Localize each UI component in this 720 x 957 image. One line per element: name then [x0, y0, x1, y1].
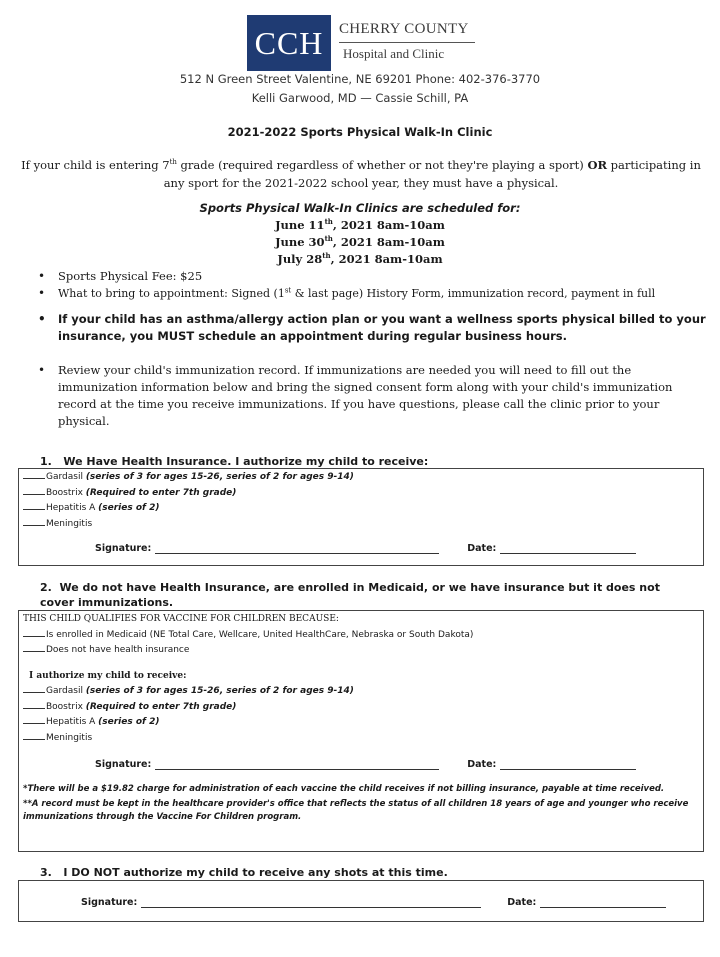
- reason-option[interactable]: Does not have health insurance: [23, 642, 473, 658]
- section-2-box: [18, 610, 704, 852]
- schedule-date: June 11th, 2021 8am-10am: [275, 217, 445, 232]
- section-2-heading: 2. We do not have Health Insurance, are enrolled in Medicaid, or we have insurance but it does not cover immunizations.: [40, 581, 660, 609]
- doctors: Kelli Garwood, MD — Cassie Schill, PA: [251, 91, 469, 105]
- schedule-date: June 30th, 2021 8am-10am: [275, 234, 445, 249]
- signature-field[interactable]: [155, 543, 439, 554]
- schedule-heading: Sports Physical Walk-In Clinics are scheduled for:: [199, 201, 521, 215]
- footnote-charge: *There will be a $19.82 charge for administration of each vaccine the child receives if not billing insurance, payable at time received.: [23, 784, 665, 794]
- bullet-asthma: • If your child has an asthma/allergy action plan or you want a wellness sports physical billed to your insurance, you MUST schedule an appointment during regular business hours.: [38, 312, 706, 343]
- vaccine-option[interactable]: Boostrix (Required to enter 7th grade): [23, 485, 354, 501]
- qualifies-heading: THIS CHILD QUALIFIES FOR VACCINE FOR CHILDREN BECAUSE:: [23, 614, 339, 624]
- date-field[interactable]: [540, 897, 666, 908]
- section-3-heading: 3. I DO NOT authorize my child to receive any shots at this time.: [40, 866, 448, 879]
- signature-field[interactable]: [141, 897, 481, 908]
- schedule-date: July 28th, 2021 8am-10am: [277, 251, 443, 266]
- vaccine-option[interactable]: Boostrix (Required to enter 7th grade): [23, 699, 473, 715]
- intro-text-3: participating in any sport for the 2021-2022 school year, they must have a physical.: [163, 158, 701, 190]
- signature-field[interactable]: [155, 759, 439, 770]
- address: 512 N Green Street Valentine, NE 69201 Phone: 402-376-3770: [179, 72, 541, 86]
- section-1-heading: 1. We Have Health Insurance. I authorize my child to receive:: [40, 455, 429, 468]
- intro-text-2: grade (required regardless of whether or not they're playing a sport): [176, 158, 588, 172]
- intro-text-1: If your child is entering 7: [21, 158, 170, 172]
- signature-row: Signature: Date:: [81, 897, 666, 908]
- logo-name: CHERRY COUNTY: [339, 21, 469, 37]
- vaccine-option[interactable]: Hepatitis A (series of 2): [23, 714, 473, 730]
- bullet-bring: • What to bring to appointment: Signed (1st & last page) History Form, immunization record, payment in full: [38, 286, 656, 300]
- vaccine-option[interactable]: Gardasil (series of 3 for ages 15-26, series of 2 for ages 9-14): [23, 469, 354, 485]
- signature-row: Signature: Date:: [95, 543, 636, 554]
- logo-abbreviation: CCH: [247, 15, 331, 71]
- footnote-record: **A record must be kept in the healthcare provider's office that reflects the status of all children 18 years of age and younger who receive immunizations through the Vaccine For Children program.: [23, 799, 689, 822]
- date-field[interactable]: [500, 543, 636, 554]
- logo-subtitle: Hospital and Clinic: [343, 46, 445, 61]
- intro-or: OR: [587, 158, 608, 172]
- logo-divider: [339, 42, 475, 43]
- hospital-logo: [247, 15, 475, 71]
- info-bullets: [36, 268, 712, 430]
- bullet-fee: • Sports Physical Fee: $25: [38, 269, 203, 283]
- intro-sup: th: [169, 158, 177, 167]
- signature-row: Signature: Date:: [95, 759, 636, 770]
- vaccine-option[interactable]: Meningitis: [23, 730, 473, 746]
- page-title: 2021-2022 Sports Physical Walk-In Clinic: [227, 125, 493, 139]
- reason-option[interactable]: Is enrolled in Medicaid (NE Total Care, Wellcare, United HealthCare, Nebraska or South Dakota): [23, 627, 473, 643]
- bullet-review: • Review your child's immunization record. If immunizations are needed you will need to fill out the immunization information below and bring the signed consent form along with your child's immunization record at the time you receive immunizations. If you have questions, please call the clinic prior to your physical.: [38, 363, 673, 428]
- intro-paragraph: [14, 156, 708, 192]
- section-3-box: [18, 880, 704, 922]
- authorize-heading: I authorize my child to receive:: [29, 670, 187, 681]
- section-1-box: [18, 468, 704, 566]
- vaccine-option[interactable]: Hepatitis A (series of 2): [23, 500, 354, 516]
- date-field[interactable]: [500, 759, 636, 770]
- vaccine-option[interactable]: Meningitis: [23, 516, 354, 532]
- vaccine-option[interactable]: Gardasil (series of 3 for ages 15-26, series of 2 for ages 9-14): [23, 683, 473, 699]
